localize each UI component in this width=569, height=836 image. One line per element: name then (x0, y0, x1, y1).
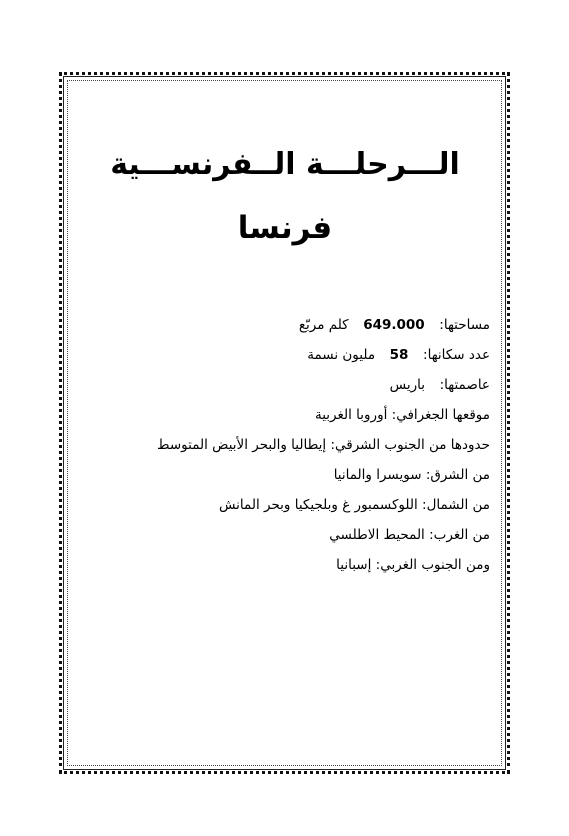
fact-number: 649.000 (363, 317, 425, 333)
fact-label: من الغرب: (429, 527, 490, 543)
fact-label: ومن الجنوب الغربي: (375, 557, 490, 573)
country-facts-list (90, 310, 490, 580)
fact-border-east (90, 460, 490, 490)
fact-label: من الشرق: (425, 467, 490, 483)
fact-unit: مليون نسمة (307, 347, 376, 363)
fact-value: باريس (389, 377, 425, 393)
document-title: الـــرحلـــة الــفرنســـية (110, 147, 460, 182)
fact-unit: كلم مربّع (298, 317, 349, 333)
fact-border-southeast (90, 430, 490, 460)
fact-area (90, 310, 490, 340)
fact-label: عدد سكانها: (423, 347, 490, 363)
fact-value: سويسرا والمانيا (333, 467, 422, 483)
fact-label: من الشمال: (422, 497, 490, 513)
fact-value: أوروبا الغربية (314, 407, 388, 423)
fact-label: مساحتها: (439, 317, 490, 333)
document-subtitle: فرنسا (237, 210, 333, 246)
fact-location (90, 400, 490, 430)
fact-border-west (90, 520, 490, 550)
fact-label: عاصمتها: (439, 377, 490, 393)
fact-border-southwest (90, 550, 490, 580)
fact-value: اللوكسمبور غ وبلجيكيا وبحر المانش (218, 497, 418, 513)
fact-population (90, 340, 490, 370)
fact-border-north (90, 490, 490, 520)
fact-label: موقعها الجغرافي: (391, 407, 490, 423)
fact-value: المحيط الاطلسي (329, 527, 425, 543)
fact-label: حدودها من الجنوب الشرقي: (330, 437, 490, 453)
fact-capital (90, 370, 490, 400)
fact-value: إيطاليا والبحر الأبيض المتوسط (157, 437, 327, 453)
fact-value: إسبانيا (336, 557, 372, 573)
fact-number: 58 (389, 347, 409, 363)
